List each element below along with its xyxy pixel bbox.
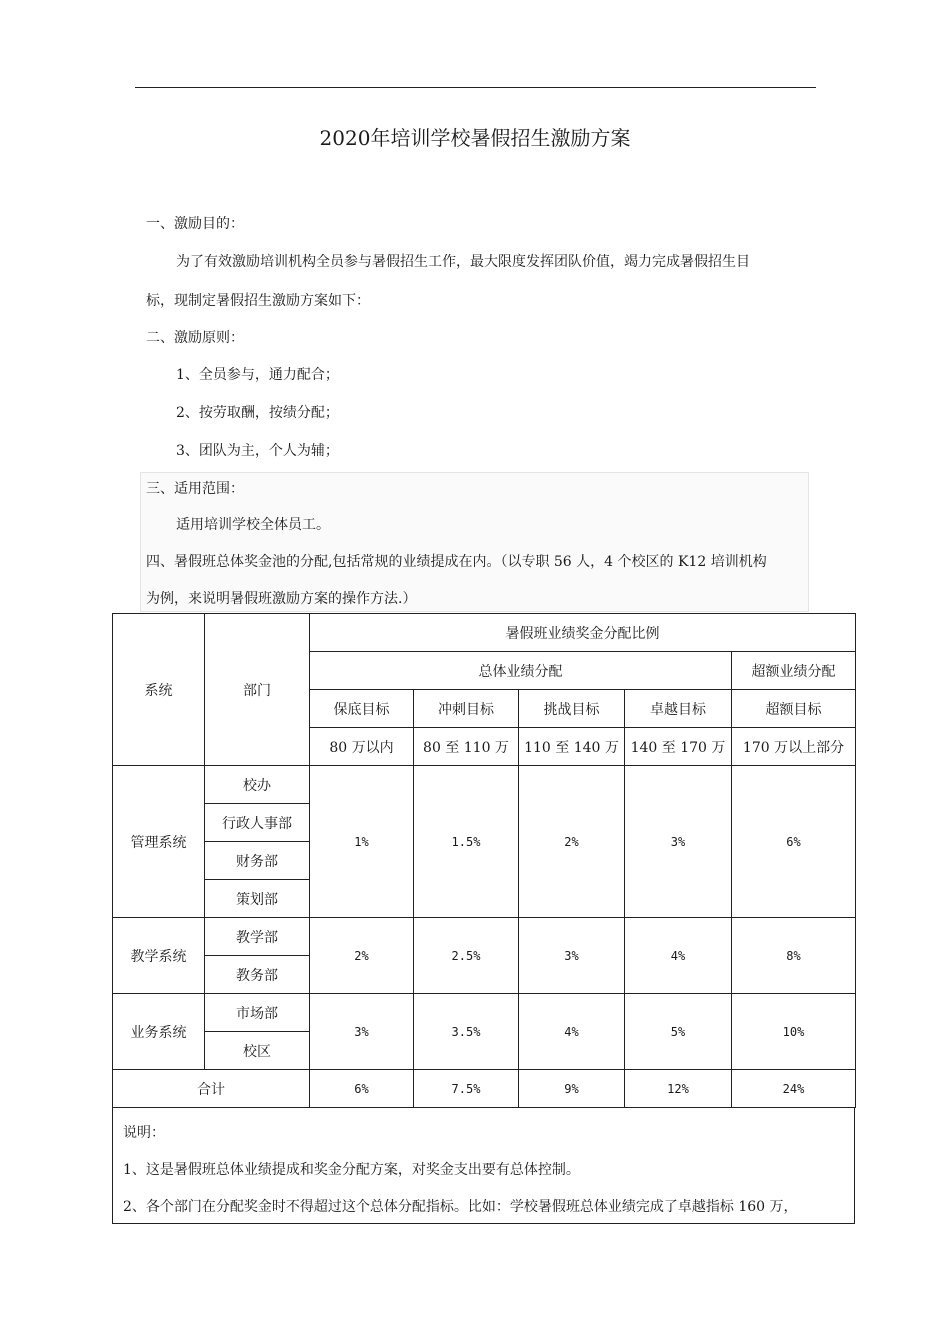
section-1-paragraph-line-2: 标，现制定暑假招生激励方案如下： [146, 293, 370, 309]
value-cell: 5% [625, 994, 732, 1070]
section-2-heading: 二、激励原则： [146, 330, 244, 346]
principle-item-1: 1、全员参与，通力配合； [176, 367, 339, 383]
value-cell: 2.5% [414, 918, 519, 994]
bonus-allocation-table [112, 613, 856, 1108]
header-system: 系统 [113, 614, 205, 766]
section-1-paragraph-line-1: 为了有效激励培训机构全员参与暑假招生工作，最大限度发挥团队价值，竭力完成暑假招生目 [176, 254, 750, 270]
target-header: 卓越目标 [625, 690, 732, 728]
range-header: 80 至 110 万 [414, 728, 519, 766]
principle-item-2: 2、按劳取酬，按绩分配； [176, 405, 339, 421]
section-1-heading: 一、激励目的： [146, 216, 244, 232]
section-4-paragraph-line-1: 四、暑假班总体奖金池的分配,包括常规的业绩提成在内。（以专职 56 人，4 个校区的 K12 培训机构 [146, 554, 767, 570]
notes-box [112, 1108, 855, 1224]
department-cell: 教学部 [205, 918, 310, 956]
department-cell: 校办 [205, 766, 310, 804]
system-cell: 管理系统 [113, 766, 205, 918]
total-value: 9% [519, 1070, 625, 1108]
value-cell: 3% [519, 918, 625, 994]
range-header: 140 至 170 万 [625, 728, 732, 766]
header-rule [135, 87, 816, 88]
header-total-allocation: 总体业绩分配 [310, 652, 732, 690]
target-header: 冲刺目标 [414, 690, 519, 728]
header-excess-allocation: 超额业绩分配 [732, 652, 856, 690]
range-header: 80 万以内 [310, 728, 414, 766]
value-cell: 3.5% [414, 994, 519, 1070]
department-cell: 市场部 [205, 994, 310, 1032]
range-header: 110 至 140 万 [519, 728, 625, 766]
note-1: 1、这是暑假班总体业绩提成和奖金分配方案，对奖金支出要有总体控制。 [123, 1162, 580, 1178]
total-value: 12% [625, 1070, 732, 1108]
value-cell: 2% [519, 766, 625, 918]
total-label: 合计 [113, 1070, 310, 1108]
value-cell: 1.5% [414, 766, 519, 918]
department-cell: 校区 [205, 1032, 310, 1070]
department-cell: 行政人事部 [205, 804, 310, 842]
department-cell: 教务部 [205, 956, 310, 994]
value-cell: 1% [310, 766, 414, 918]
system-cell: 教学系统 [113, 918, 205, 994]
target-header: 超额目标 [732, 690, 856, 728]
note-2: 2、各个部门在分配奖金时不得超过这个总体分配指标。比如：学校暑假班总体业绩完成了卓越指标 160 万， [123, 1199, 798, 1215]
principle-item-3: 3、团队为主，个人为辅； [176, 443, 339, 459]
section-4-paragraph-line-2: 为例，来说明暑假班激励方案的操作方法.） [146, 591, 417, 607]
total-value: 7.5% [414, 1070, 519, 1108]
value-cell: 2% [310, 918, 414, 994]
section-3-heading: 三、适用范围： [146, 481, 244, 497]
department-cell: 策划部 [205, 880, 310, 918]
notes-heading: 说明： [123, 1125, 165, 1141]
value-cell: 6% [732, 766, 856, 918]
header-main: 暑假班业绩奖金分配比例 [310, 614, 856, 652]
system-cell: 业务系统 [113, 994, 205, 1070]
value-cell: 8% [732, 918, 856, 994]
department-cell: 财务部 [205, 842, 310, 880]
document-title: 2020年培训学校暑假招生激励方案 [319, 126, 631, 150]
value-cell: 4% [519, 994, 625, 1070]
value-cell: 3% [625, 766, 732, 918]
value-cell: 10% [732, 994, 856, 1070]
header-department: 部门 [205, 614, 310, 766]
range-header: 170 万以上部分 [732, 728, 856, 766]
target-header: 挑战目标 [519, 690, 625, 728]
value-cell: 4% [625, 918, 732, 994]
value-cell: 3% [310, 994, 414, 1070]
target-header: 保底目标 [310, 690, 414, 728]
total-value: 6% [310, 1070, 414, 1108]
total-value: 24% [732, 1070, 856, 1108]
section-3-paragraph: 适用培训学校全体员工。 [176, 517, 330, 533]
